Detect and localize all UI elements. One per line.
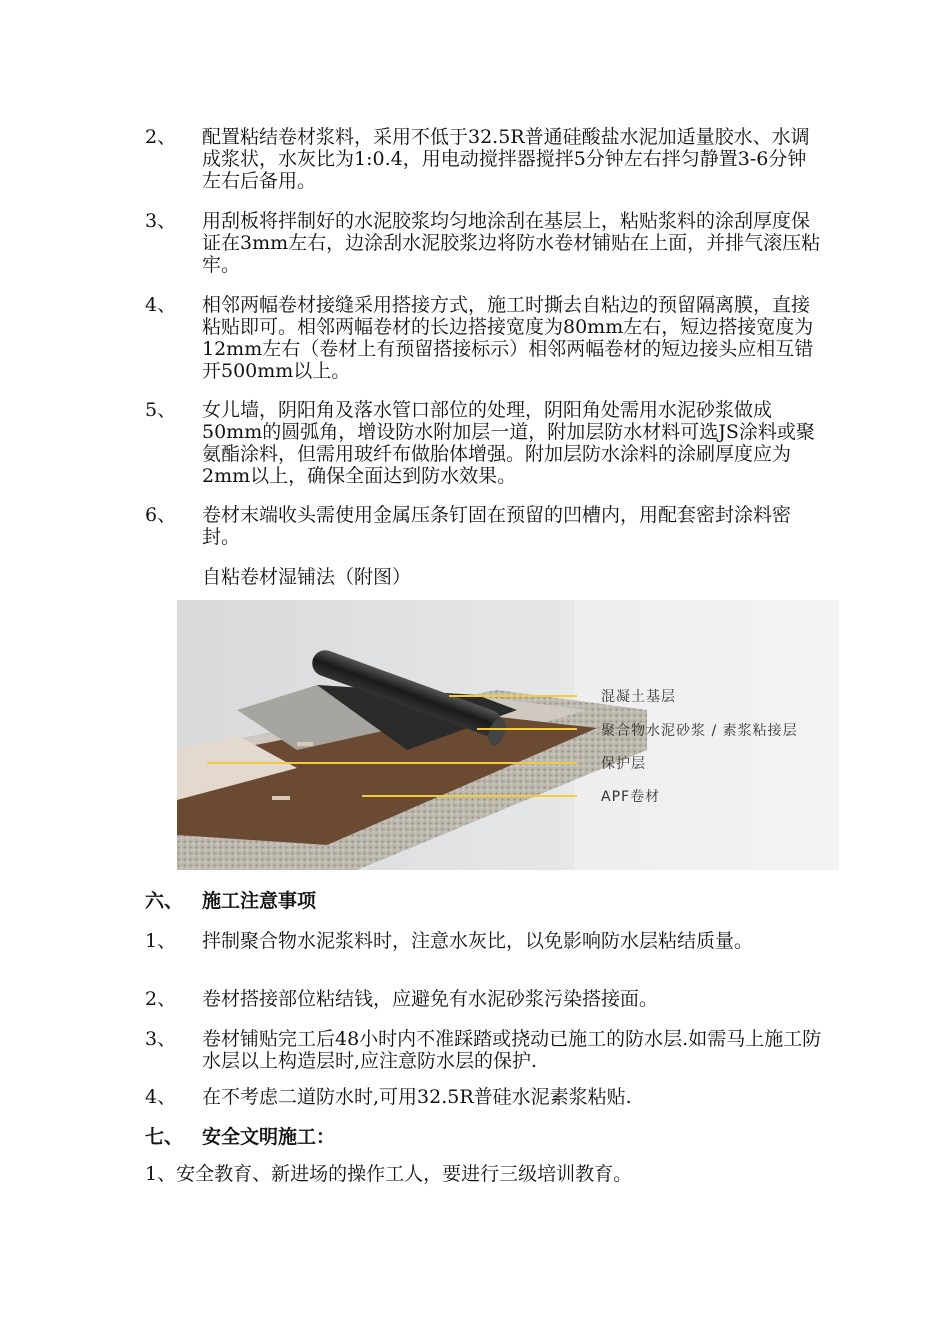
item-number: 2、 <box>145 988 177 1010</box>
item-text: 在不考虑二道防水时,可用32.5R普硅水泥素浆粘贴. <box>202 1086 632 1108</box>
section-title: 施工注意事项 <box>202 890 317 912</box>
item-text: 拌制聚合物水泥浆料时，注意水灰比，以免影响防水层粘结质量。 <box>202 930 754 952</box>
label-apf-membrane: APF卷材 <box>601 789 661 805</box>
label-protective-layer: 保护层 <box>601 756 646 772</box>
list-item <box>145 399 825 487</box>
section-heading <box>145 890 825 912</box>
item-text: 女儿墙，阴阳角及落水管口部位的处理，阴阳角处需用水泥砂浆做成50mm的圆弧角，增设防水附加层一道，附加层防水材料可选JS涂料或聚氨酯涂料，但需用玻纤布做胎体增强。附加层防水涂料的涂刷厚度应为2mm以上，确保全面达到防水效果。 <box>202 399 815 487</box>
list-item <box>145 1028 825 1072</box>
item-number: 3、 <box>145 1028 177 1050</box>
item-number: 5、 <box>145 399 177 421</box>
section-number: 六、 <box>145 890 184 912</box>
list-item <box>145 1086 825 1108</box>
item-text: 卷材铺贴完工后48小时内不准踩踏或挠动已施工的防水层.如需马上施工防水层以上构造层时,应注意防水层的保护. <box>202 1028 822 1072</box>
item-number: 6、 <box>145 504 177 526</box>
item-number: 2、 <box>145 126 177 148</box>
section-heading <box>145 1126 825 1148</box>
label-concrete-base: 混凝土基层 <box>601 689 676 705</box>
logo-mark <box>272 796 290 800</box>
logo-mark <box>297 742 313 746</box>
list-item <box>145 126 825 192</box>
item-text: 相邻两幅卷材接缝采用搭接方式，施工时撕去自粘边的预留隔离膜，直接粘贴即可。相邻两幅卷材的长边搭接宽度为80mm左右，短边搭接宽度为12mm左右（卷材上有预留搭接标示）相邻两幅卷材的短边接头应相互错开500mm以上。 <box>202 294 814 382</box>
section-title: 安全文明施工： <box>202 1126 336 1148</box>
list-item <box>145 988 825 1010</box>
membrane-layer-diagram <box>177 600 839 870</box>
item-text: 配置粘结卷材浆料，采用不低于32.5R普通硅酸盐水泥加适量胶水、水调成浆状，水灰比为1:0.4，用电动搅拌器搅拌5分钟左右拌匀静置3-6分钟左右后备用。 <box>202 126 810 192</box>
list-item <box>145 210 825 276</box>
label-bonding-layer: 聚合物水泥砂浆 / 素浆粘接层 <box>601 723 798 739</box>
item-number: 3、 <box>145 210 177 232</box>
list-item <box>145 294 825 382</box>
item-text: 卷材末端收头需使用金属压条钉固在预留的凹槽内，用配套密封涂料密封。 <box>202 504 792 548</box>
item-text: 卷材搭接部位粘结钱，应避免有水泥砂浆污染搭接面。 <box>202 988 659 1010</box>
list-item <box>145 930 825 952</box>
item-number: 4、 <box>145 294 177 316</box>
list-item <box>145 504 825 548</box>
figure-caption: 自粘卷材湿铺法（附图） <box>202 566 412 588</box>
item-number: 1、 <box>145 930 177 952</box>
item-number: 4、 <box>145 1086 177 1108</box>
section-number: 七、 <box>145 1126 184 1148</box>
paragraph: 1、安全教育、新进场的操作工人，要进行三级培训教育。 <box>145 1163 633 1185</box>
item-text: 用刮板将拌制好的水泥胶浆均匀地涂刮在基层上，粘贴浆料的涂刮厚度保证在3mm左右，边涂刮水泥胶浆边将防水卷材铺贴在上面，并排气滚压粘牢。 <box>202 210 821 276</box>
